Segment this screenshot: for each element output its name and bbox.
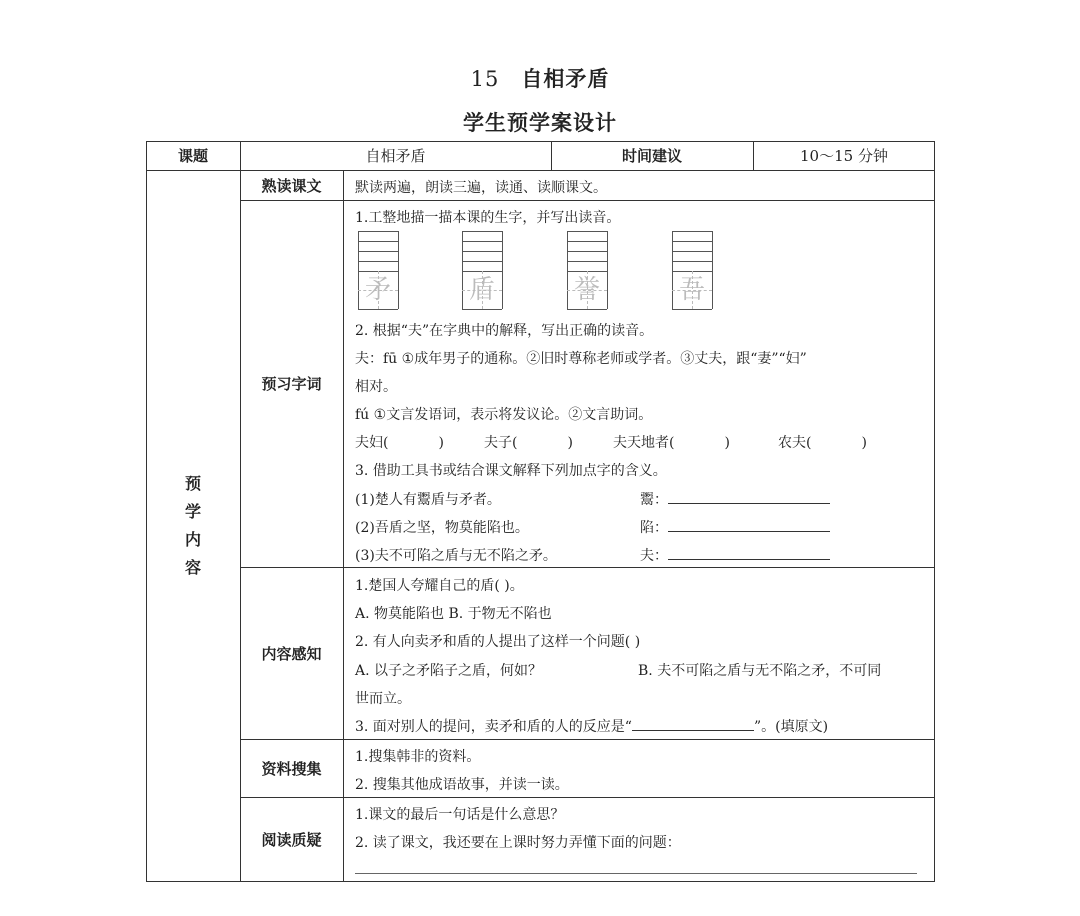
section-label-char: 预 xyxy=(184,474,201,493)
answer-line[interactable] xyxy=(632,730,754,731)
research-line2: 2. 搜集其他成语故事，并读一读。 xyxy=(355,777,569,793)
practice-char: 吾 xyxy=(678,275,705,305)
rule-col2 xyxy=(343,170,344,882)
rule-content-bottom xyxy=(240,739,935,740)
practice-char: 誉 xyxy=(573,275,600,305)
explain-sentence: (3)夫不可陷之盾与无不陷之矛。 xyxy=(355,548,557,564)
vocab-def1: 夫：fū ①成年男子的通称。②旧时尊称老师或学者。③丈夫，跟“妻”“妇” xyxy=(355,351,807,367)
char-practice-box xyxy=(672,231,712,309)
questions-line2: 2. 读了课文，我还要在上课时努力弄懂下面的问题： xyxy=(355,835,681,851)
vocab-def2: fú ①文言发语词，表示将发议论。②文言助词。 xyxy=(355,407,653,423)
section-label-char: 内 xyxy=(184,530,201,549)
label-time: 时间建议 xyxy=(621,147,682,165)
char-practice-box xyxy=(462,231,502,309)
rule-research-bottom xyxy=(240,797,935,798)
word-blank: 夫子( ) xyxy=(484,435,573,451)
content-q1-options: A. 物莫能陷也 B. 于物无不陷也 xyxy=(355,606,552,622)
rule-vocab-bottom xyxy=(240,567,935,568)
explain-sentence: (2)吾盾之坚，物莫能陷也。 xyxy=(355,520,529,536)
reading-text: 默读两遍，朗读三遍，读通、读顺课文。 xyxy=(355,180,607,196)
answer-line[interactable] xyxy=(668,559,830,560)
label-questions: 阅读质疑 xyxy=(261,831,322,849)
content-q2: 2. 有人向卖矛和盾的人提出了这样一个问题( ) xyxy=(355,634,641,650)
practice-char: 盾 xyxy=(468,275,495,305)
answer-line[interactable] xyxy=(668,503,830,504)
section-label-char: 学 xyxy=(184,502,201,521)
word-blank: 农夫( ) xyxy=(778,435,867,451)
answer-line[interactable] xyxy=(668,531,830,532)
char-practice-box xyxy=(567,231,607,309)
vocab-def1b: 相对。 xyxy=(355,379,397,395)
research-line1: 1.搜集韩非的资料。 xyxy=(355,749,481,765)
explain-sentence: (1)楚人有鬻盾与矛者。 xyxy=(355,492,501,508)
time-value: 10～15 分钟 xyxy=(800,147,888,165)
practice-char: 矛 xyxy=(364,275,391,305)
lesson-number: 15 xyxy=(470,67,500,91)
vocab-q3: 3. 借助工具书或结合课文解释下列加点字的含义。 xyxy=(355,463,667,479)
content-q1: 1.楚国人夸耀自己的盾( )。 xyxy=(355,578,524,594)
answer-line[interactable] xyxy=(355,873,917,874)
explain-blank[interactable]: 陷： xyxy=(640,517,830,537)
vocab-q2: 2. 根据“夫”在字典中的解释，写出正确的读音。 xyxy=(355,323,654,339)
word-blank: 夫妇( ) xyxy=(355,435,444,451)
explain-blank[interactable]: 夫： xyxy=(640,545,830,565)
content-q3: 3. 面对别人的提问，卖矛和盾的人的反应是“ ”。(填原文) xyxy=(355,719,829,735)
section-label xyxy=(146,470,240,582)
label-topic: 课题 xyxy=(177,147,208,165)
label-content: 内容感知 xyxy=(261,644,322,663)
explain-blank[interactable]: 鬻： xyxy=(640,489,830,509)
questions-line1: 1.课文的最后一句话是什么意思？ xyxy=(355,807,565,823)
label-reading: 熟读课文 xyxy=(261,176,322,195)
content-q2-option-b: B. 夫不可陷之盾与无不陷之矛，不可同 xyxy=(638,663,882,679)
rule-reading-bottom xyxy=(240,200,935,201)
label-research: 资料搜集 xyxy=(261,759,322,778)
section-label-char: 容 xyxy=(184,558,201,577)
topic-value: 自相矛盾 xyxy=(365,147,426,165)
vocab-q1: 1.工整地描一描本课的生字，并写出读音。 xyxy=(355,210,621,226)
content-q2-option-a: A. 以子之矛陷子之盾，何如？ xyxy=(355,663,543,679)
lesson-title xyxy=(0,63,1080,93)
word-blank: 夫天地者( ) xyxy=(613,435,730,451)
char-practice-box xyxy=(358,231,398,309)
lesson-name: 自相矛盾 xyxy=(521,67,610,91)
content-q2-option-b-cont: 世而立。 xyxy=(355,691,411,707)
page-subtitle: 学生预学案设计 xyxy=(463,111,617,135)
label-vocab: 预习字词 xyxy=(261,375,322,393)
